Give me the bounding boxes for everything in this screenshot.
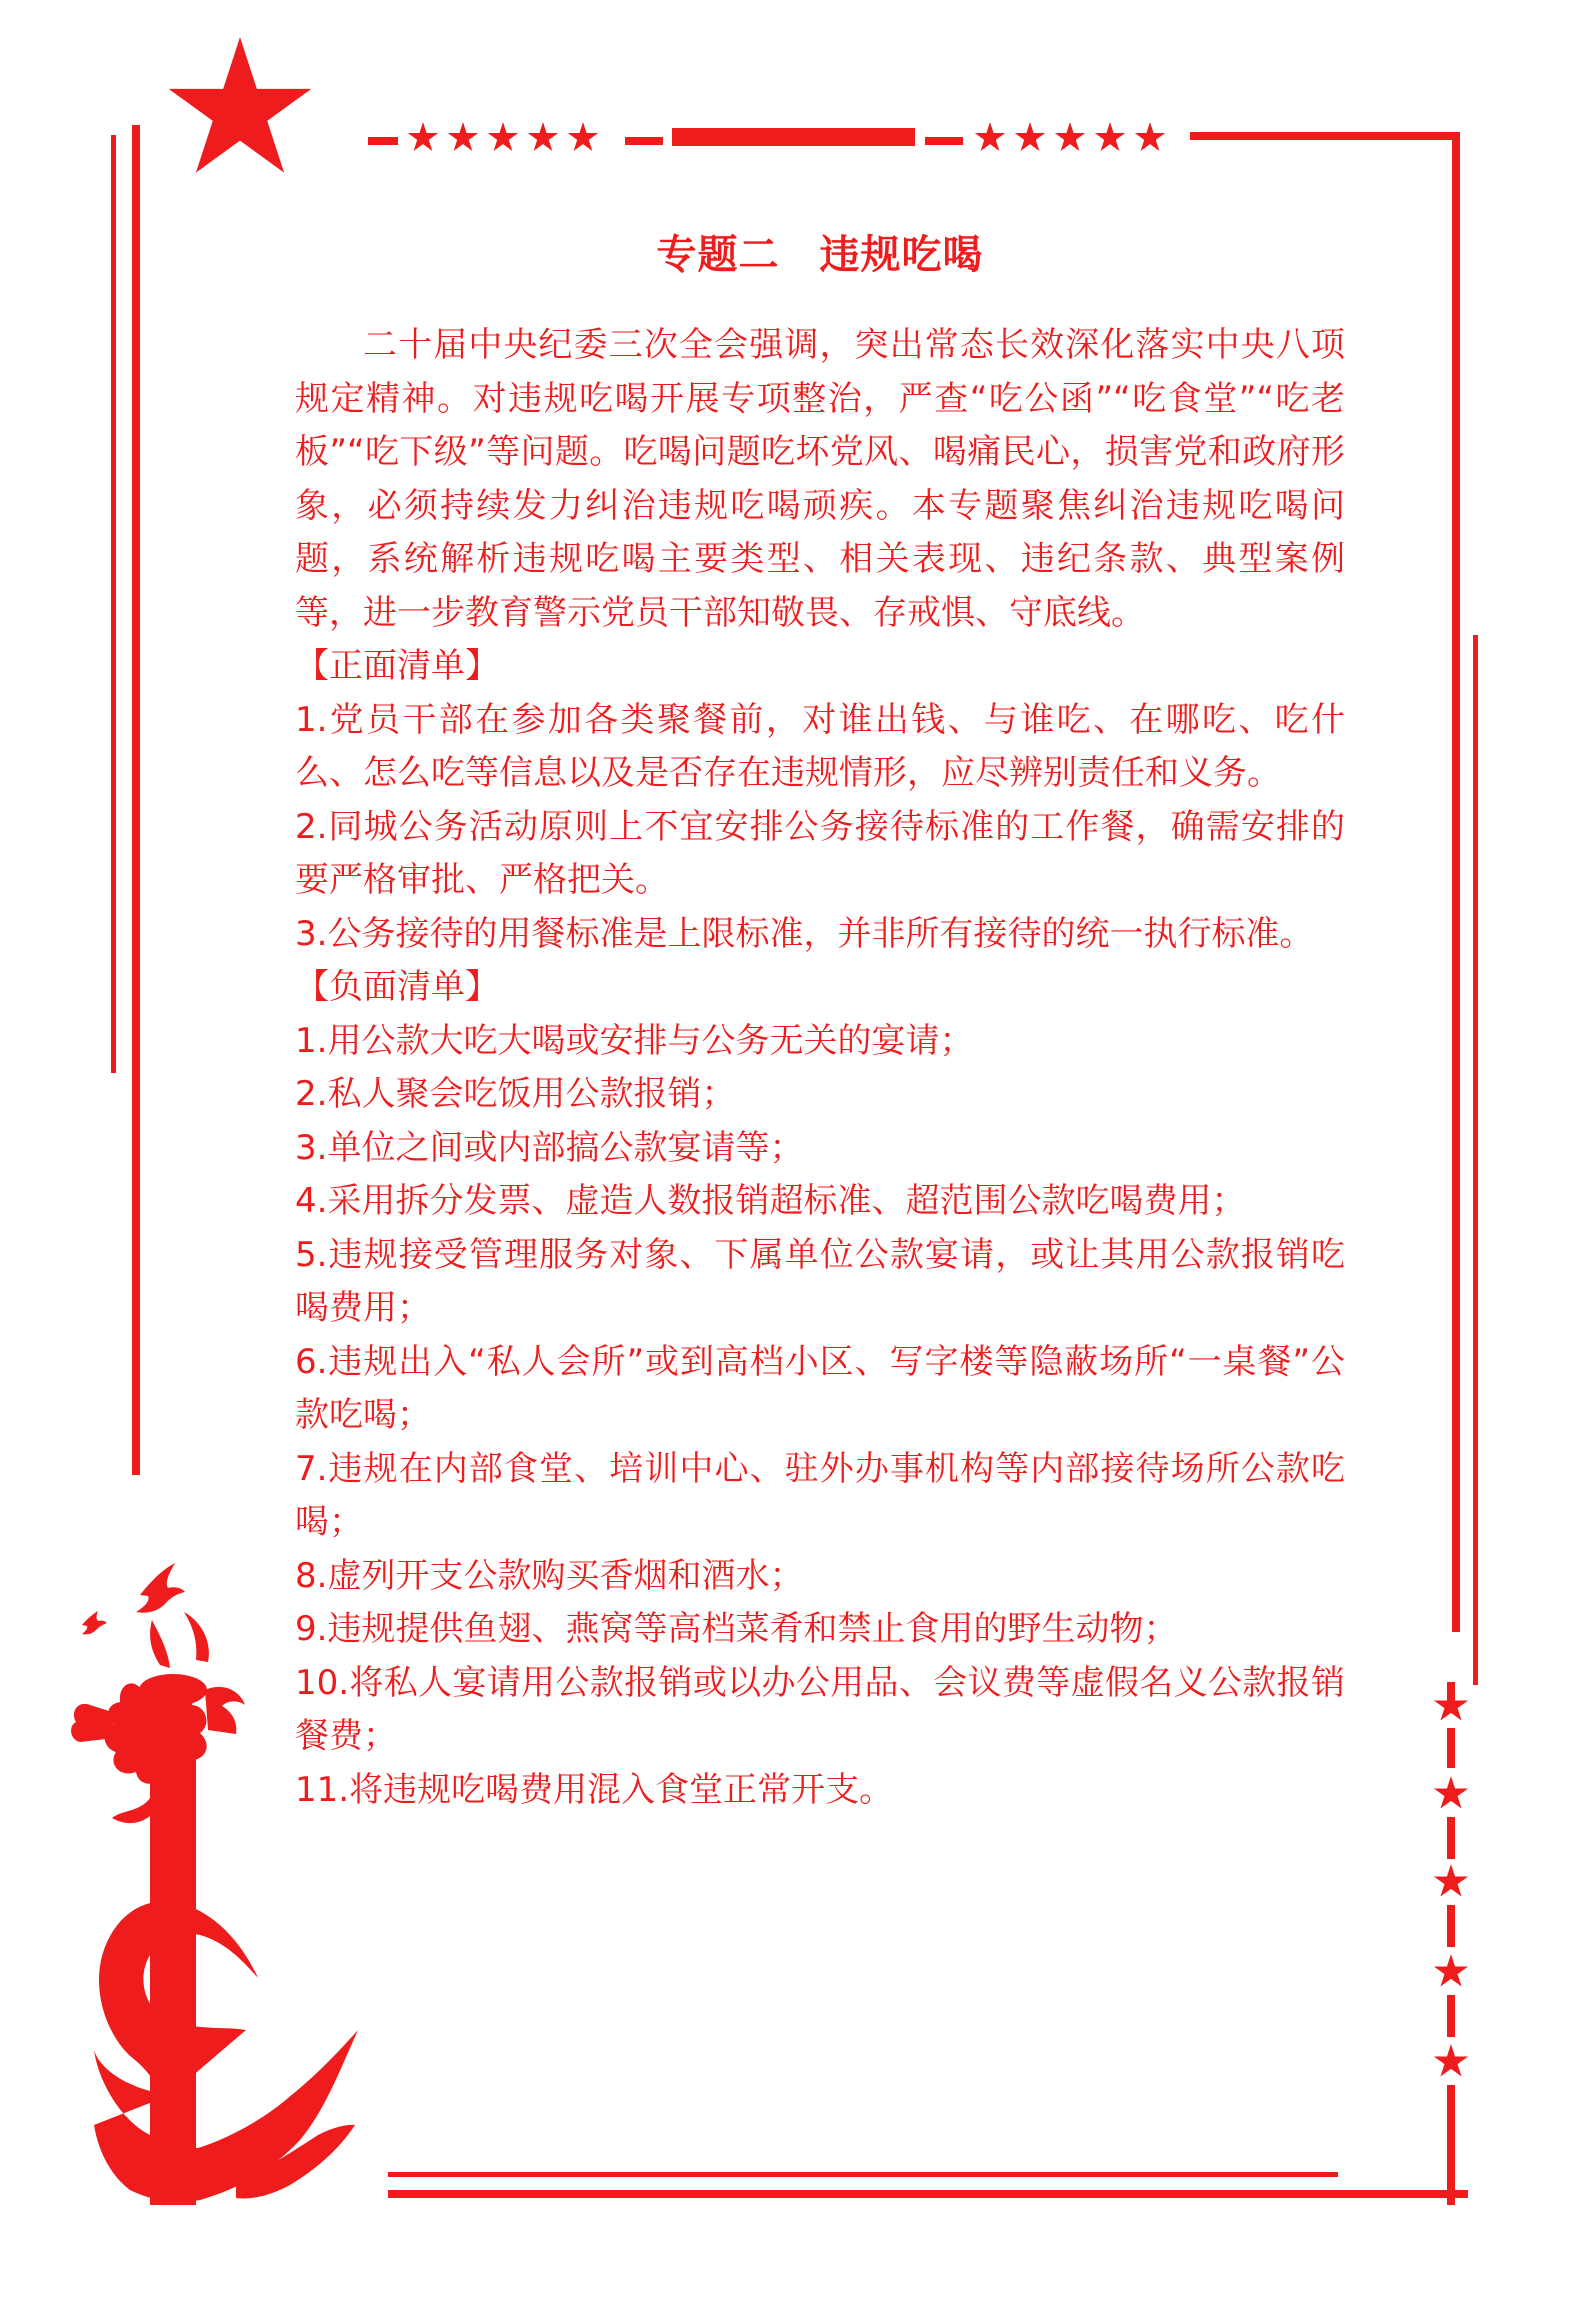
negative-list-item: 2.私人聚会吃饭用公款报销； (295, 1074, 736, 1114)
top-center-bar (672, 128, 915, 146)
star-icon (1434, 2044, 1468, 2077)
left-thick-line (132, 125, 140, 1475)
negative-list-item: 5.违规接受管理服务对象、下属单位公款宴请，或让其用公款报销吃喝费用； (295, 1234, 1345, 1328)
negative-list-item: 10.将私人宴请用公款报销或以办公用品、会议费等虚假名义公款报销餐费； (295, 1662, 1345, 1756)
negative-list-item: 4.采用拆分发票、虚造人数报销超标准、超范围公款吃喝费用； (295, 1181, 1246, 1221)
title-topic-name: 违规吃喝 (819, 232, 984, 278)
negative-list-item: 11.将违规吃喝费用混入食堂正常开支。 (295, 1769, 894, 1810)
negative-list-item: 1.用公款大吃大喝或安排与公务无关的宴请； (295, 1020, 974, 1061)
star-icon (568, 122, 598, 151)
star-icon (1015, 122, 1045, 151)
star-icon (1434, 1776, 1468, 1809)
positive-list-item: 1.党员干部在参加各类聚餐前，对谁出钱、与谁吃、在哪吃、吃什么、怎么吃等信息以及是否存在违规情形，应尽辨别责任和义务。 (295, 699, 1345, 793)
negative-list-heading: 【负面清单】 (295, 967, 499, 1007)
star-icon (448, 122, 478, 151)
negative-list-item: 7.违规在内部食堂、培训中心、驻外办事机构等内部接待场所公款吃喝； (295, 1448, 1345, 1542)
page-title (295, 225, 1345, 285)
star-icon (1434, 1864, 1468, 1897)
star-icon (1095, 122, 1125, 151)
negative-list-item: 3.单位之间或内部搞公款宴请等； (295, 1127, 804, 1168)
star-icon (1434, 1954, 1468, 1987)
star-icon (408, 122, 438, 151)
star-icon (1135, 122, 1165, 151)
left-thin-line (111, 135, 116, 1073)
right-thin-line (1473, 635, 1478, 1685)
negative-list-item: 6.违规出入“私人会所”或到高档小区、写字楼等隐蔽场所“一桌餐”公款吃喝； (295, 1341, 1345, 1435)
right-thick-line (1452, 132, 1460, 1632)
title-topic-number: 专题二 (656, 232, 780, 278)
star-icon (1434, 1688, 1468, 1721)
star-icon (1055, 122, 1085, 151)
ribbon-icon (94, 1901, 358, 2202)
top-right-line (1190, 132, 1460, 140)
positive-list-heading: 【正面清单】 (295, 646, 499, 686)
star-icon (488, 122, 518, 151)
positive-list-item: 3.公务接待的用餐标准是上限标准，并非所有接待的统一执行标准。 (295, 913, 1314, 954)
bottom-thick-line (388, 2190, 1468, 2198)
dove-icon (136, 1563, 185, 1613)
star-icon (528, 122, 558, 151)
big-star-icon (169, 37, 312, 173)
negative-list-item: 9.违规提供鱼翅、燕窝等高档菜肴和禁止食用的野生动物； (295, 1609, 1178, 1649)
bottom-thin-line (388, 2172, 1338, 2177)
negative-list-item: 8.虚列开支公款购买香烟和酒水； (295, 1555, 804, 1596)
document-body (295, 225, 1345, 1817)
dove-icon (82, 1611, 107, 1634)
intro-paragraph: 二十届中央纪委三次全会强调，突出常态长效深化落实中央八项规定精神。对违规吃喝开展专项整治，严查“吃公函”“吃食堂”“吃老板”“吃下级”等问题。吃喝问题吃坏党风、喝痛民心，损害党和政府形象，必须持续发力纠治违规吃喝顽疾。本专题聚焦纠治违规吃喝问题，系统解析违规吃喝主要类型、相关表现、违纪条款、典型案例等，进一步教育警示党员干部知敬畏、存戒惧、守底线。 (295, 325, 1345, 633)
positive-list-item: 2.同城公务活动原则上不宜安排公务接待标准的工作餐，确需安排的要严格审批、严格把关。 (295, 806, 1345, 900)
star-icon (975, 122, 1005, 151)
